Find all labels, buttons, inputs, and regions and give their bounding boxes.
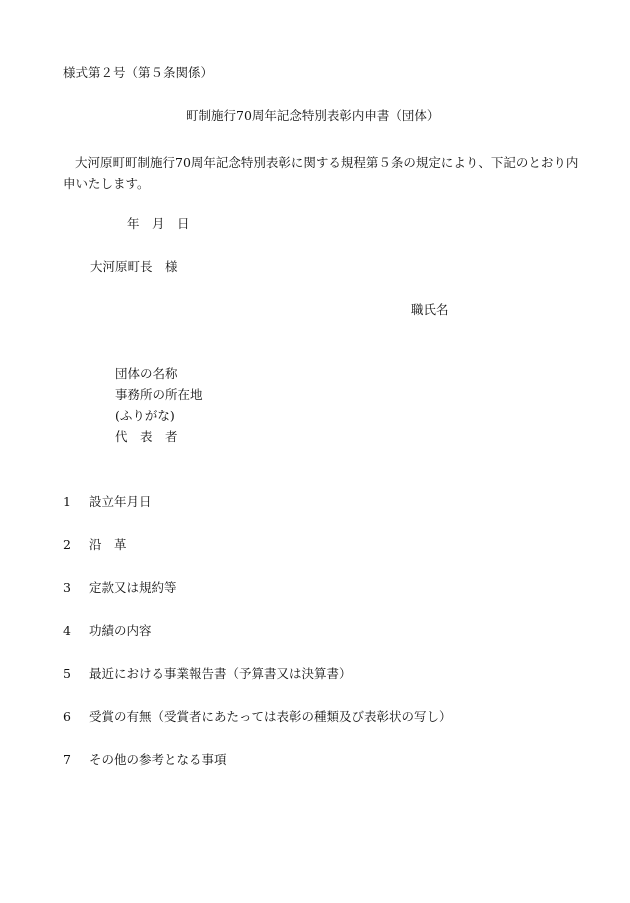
body-paragraph: 大河原町町制施行70周年記念特別表彰に関する規程第５条の規定により、下記のとおり内申いたします。: [63, 155, 579, 191]
list-item: [63, 582, 177, 595]
list-item: [63, 539, 127, 552]
item-number: 1: [63, 494, 71, 509]
item-label: 沿 革: [89, 537, 127, 552]
item-number: 3: [63, 580, 71, 595]
item-number: 7: [63, 752, 71, 767]
list-item: [63, 496, 152, 509]
item-number: 5: [63, 666, 71, 681]
list-item: [63, 754, 227, 767]
item-label: 設立年月日: [89, 494, 152, 509]
applicant-name-label: 職氏名: [411, 302, 449, 317]
item-number: 4: [63, 623, 71, 638]
date-line: 年 月 日: [127, 216, 190, 231]
item-label: 受賞の有無（受賞者にあたっては表彰の種類及び表彰状の写し）: [89, 709, 452, 724]
item-number: 2: [63, 537, 71, 552]
org-representative-label: 代 表 者: [115, 429, 178, 444]
item-number: 6: [63, 709, 71, 724]
addressee: 大河原町長 様: [90, 259, 178, 274]
org-furigana-label: (ふりがな): [115, 408, 175, 423]
org-name-label: 団体の名称: [115, 366, 178, 381]
org-address-label: 事務所の所在地: [115, 387, 203, 402]
item-label: 功績の内容: [89, 623, 152, 638]
list-item: [63, 668, 352, 681]
item-label: 定款又は規約等: [89, 580, 177, 595]
list-item: [63, 625, 152, 638]
form-number: 様式第２号（第５条関係）: [63, 65, 214, 80]
item-label: 最近における事業報告書（予算書又は決算書）: [89, 666, 352, 681]
document-title: 町制施行70周年記念特別表彰内申書（団体）: [186, 108, 440, 123]
item-label: その他の参考となる事項: [89, 752, 227, 767]
list-item: [63, 711, 452, 724]
